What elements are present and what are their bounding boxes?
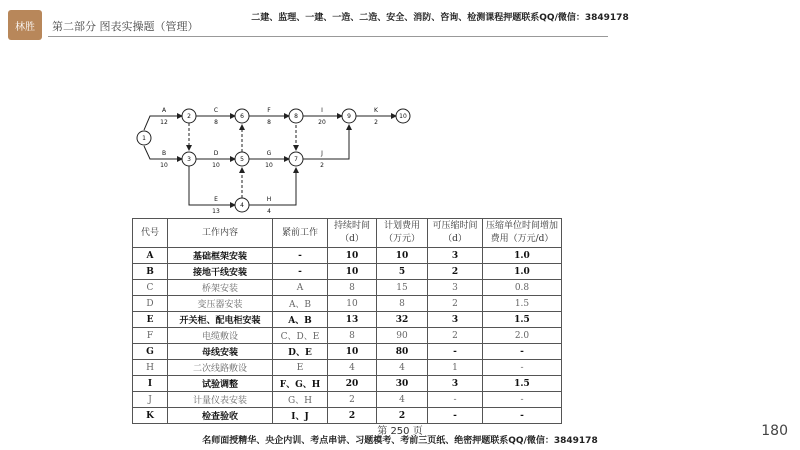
table-cell-dur: 20 (328, 376, 377, 392)
table-row (133, 280, 562, 296)
node-label: 9 (347, 113, 351, 120)
table-cell-code: E (133, 312, 168, 328)
activity-name: I (321, 107, 323, 114)
activity-name: D (213, 150, 219, 157)
table-cell-cost: 90 (377, 328, 428, 344)
table-cell-dur: 8 (328, 328, 377, 344)
table-cell-cost: 2 (377, 408, 428, 424)
table-cell-pred: I、J (273, 408, 328, 424)
activity-duration: 10 (212, 162, 220, 169)
activity-table (132, 218, 562, 424)
table-cell-code: C (133, 280, 168, 296)
table-cell-code: D (133, 296, 168, 312)
activity-name: H (266, 196, 272, 203)
table-cell-comp: 3 (428, 312, 483, 328)
activity-name: K (374, 107, 378, 114)
table-cell-unit: - (483, 360, 562, 376)
column-header: 代号 (133, 219, 168, 248)
activity-duration: 12 (160, 119, 168, 126)
table-cell-content: 电缆敷设 (168, 328, 273, 344)
table-cell-code: J (133, 392, 168, 408)
table-cell-pred: E (273, 360, 328, 376)
activity-duration: 10 (265, 162, 273, 169)
activity-name: A (161, 107, 167, 114)
network-diagram (130, 100, 430, 215)
table-cell-content: 基础框架安装 (168, 248, 273, 264)
table-cell-unit: 1.0 (483, 248, 562, 264)
node-label: 3 (187, 156, 191, 163)
table-cell-dur: 10 (328, 344, 377, 360)
table-cell-unit: 1.5 (483, 296, 562, 312)
table-cell-comp: - (428, 344, 483, 360)
table-header-row (133, 219, 562, 248)
node-label: 10 (399, 113, 407, 120)
column-header: 工作内容 (168, 219, 273, 248)
table-cell-cost: 15 (377, 280, 428, 296)
activity-duration: 13 (212, 208, 220, 215)
table-cell-code: K (133, 408, 168, 424)
table-cell-content: 接地干线安装 (168, 264, 273, 280)
table-cell-dur: 2 (328, 392, 377, 408)
activity-name: C (213, 107, 219, 114)
table-cell-unit: 1.5 (483, 312, 562, 328)
node-label: 6 (240, 113, 244, 120)
table-cell-pred: F、G、H (273, 376, 328, 392)
table-cell-unit: 1.5 (483, 376, 562, 392)
table-cell-code: A (133, 248, 168, 264)
activity-name: B (161, 150, 167, 157)
table-cell-pred: - (273, 264, 328, 280)
table-cell-pred: D、E (273, 344, 328, 360)
column-header: 持续时间（d） (328, 219, 377, 248)
table-cell-cost: 10 (377, 248, 428, 264)
table-cell-comp: 2 (428, 264, 483, 280)
table-cell-comp: 2 (428, 328, 483, 344)
column-header: 计划费用（万元） (377, 219, 428, 248)
table-cell-content: 检查验收 (168, 408, 273, 424)
table-cell-content: 母线安装 (168, 344, 273, 360)
table-cell-pred: G、H (273, 392, 328, 408)
table-row (133, 296, 562, 312)
table-cell-dur: 10 (328, 248, 377, 264)
table-cell-content: 变压器安装 (168, 296, 273, 312)
table-cell-cost: 30 (377, 376, 428, 392)
node-label: 5 (240, 156, 244, 163)
table-cell-code: B (133, 264, 168, 280)
header-contact-text: 二建、监理、一建、一造、二造、安全、消防、咨询、检测课程押题联系QQ/微信：3849178 (251, 13, 629, 23)
node-label: 8 (294, 113, 298, 120)
table-cell-cost: 32 (377, 312, 428, 328)
table-cell-unit: - (483, 344, 562, 360)
activity-name: F (267, 107, 271, 114)
table-cell-code: I (133, 376, 168, 392)
slide-number: 180 (761, 423, 788, 439)
table-row (133, 248, 562, 264)
table-cell-unit: 2.0 (483, 328, 562, 344)
table-cell-code: F (133, 328, 168, 344)
table-cell-unit: 1.0 (483, 264, 562, 280)
node-label: 7 (294, 156, 298, 163)
activity-duration: 2 (320, 162, 324, 169)
table-cell-comp: 3 (428, 376, 483, 392)
table-cell-pred: C、D、E (273, 328, 328, 344)
table-cell-dur: 2 (328, 408, 377, 424)
header-divider (48, 36, 608, 37)
table-cell-dur: 10 (328, 264, 377, 280)
table-row (133, 376, 562, 392)
column-header: 压缩单位时间增加费用（万元/d） (483, 219, 562, 248)
activity-name: E (214, 196, 218, 203)
table-cell-pred: A、B (273, 312, 328, 328)
table-row (133, 264, 562, 280)
table-cell-comp: 3 (428, 248, 483, 264)
section-title: 第二部分 图表实操题（管理） (52, 20, 199, 33)
column-header: 可压缩时间（d） (428, 219, 483, 248)
footer-contact-text: 名师面授精华、央企内训、考点串讲、习题模考、考前三页纸、绝密押题联系QQ/微信：3849178 (202, 436, 598, 446)
activity-duration: 8 (214, 119, 218, 126)
table-cell-pred: A (273, 280, 328, 296)
activity-duration: 20 (318, 119, 326, 126)
table-cell-cost: 4 (377, 360, 428, 376)
table-row (133, 312, 562, 328)
table-cell-comp: - (428, 392, 483, 408)
table-cell-cost: 80 (377, 344, 428, 360)
table-row (133, 328, 562, 344)
node-label: 4 (240, 202, 244, 209)
table-row (133, 344, 562, 360)
table-cell-comp: 3 (428, 280, 483, 296)
table-cell-content: 开关柜、配电柜安装 (168, 312, 273, 328)
node-label: 1 (142, 135, 146, 142)
table-cell-dur: 8 (328, 280, 377, 296)
table-cell-unit: - (483, 408, 562, 424)
brand-logo: 林胜 (8, 10, 42, 40)
table-cell-content: 计量仪表安装 (168, 392, 273, 408)
table-cell-cost: 4 (377, 392, 428, 408)
table-cell-dur: 10 (328, 296, 377, 312)
table-cell-pred: A、B (273, 296, 328, 312)
activity-duration: 10 (160, 162, 168, 169)
table-cell-comp: 1 (428, 360, 483, 376)
activity-duration: 8 (267, 119, 271, 126)
table-cell-cost: 8 (377, 296, 428, 312)
table-cell-pred: - (273, 248, 328, 264)
node-label: 2 (187, 113, 191, 120)
table-cell-code: G (133, 344, 168, 360)
table-cell-content: 桥架安装 (168, 280, 273, 296)
table-row (133, 360, 562, 376)
table-cell-code: H (133, 360, 168, 376)
table-cell-unit: - (483, 392, 562, 408)
table-cell-content: 试验调整 (168, 376, 273, 392)
activity-name: J (321, 150, 323, 157)
activity-duration: 4 (267, 208, 271, 215)
column-header: 紧前工作 (273, 219, 328, 248)
activity-name: G (266, 150, 272, 157)
table-cell-cost: 5 (377, 264, 428, 280)
table-cell-unit: 0.8 (483, 280, 562, 296)
table-cell-dur: 13 (328, 312, 377, 328)
table-cell-content: 二次线路敷设 (168, 360, 273, 376)
activity-duration: 2 (374, 119, 378, 126)
table-row (133, 392, 562, 408)
table-cell-dur: 4 (328, 360, 377, 376)
page-number: 第 250 页 (377, 426, 423, 437)
table-cell-comp: - (428, 408, 483, 424)
table-cell-comp: 2 (428, 296, 483, 312)
